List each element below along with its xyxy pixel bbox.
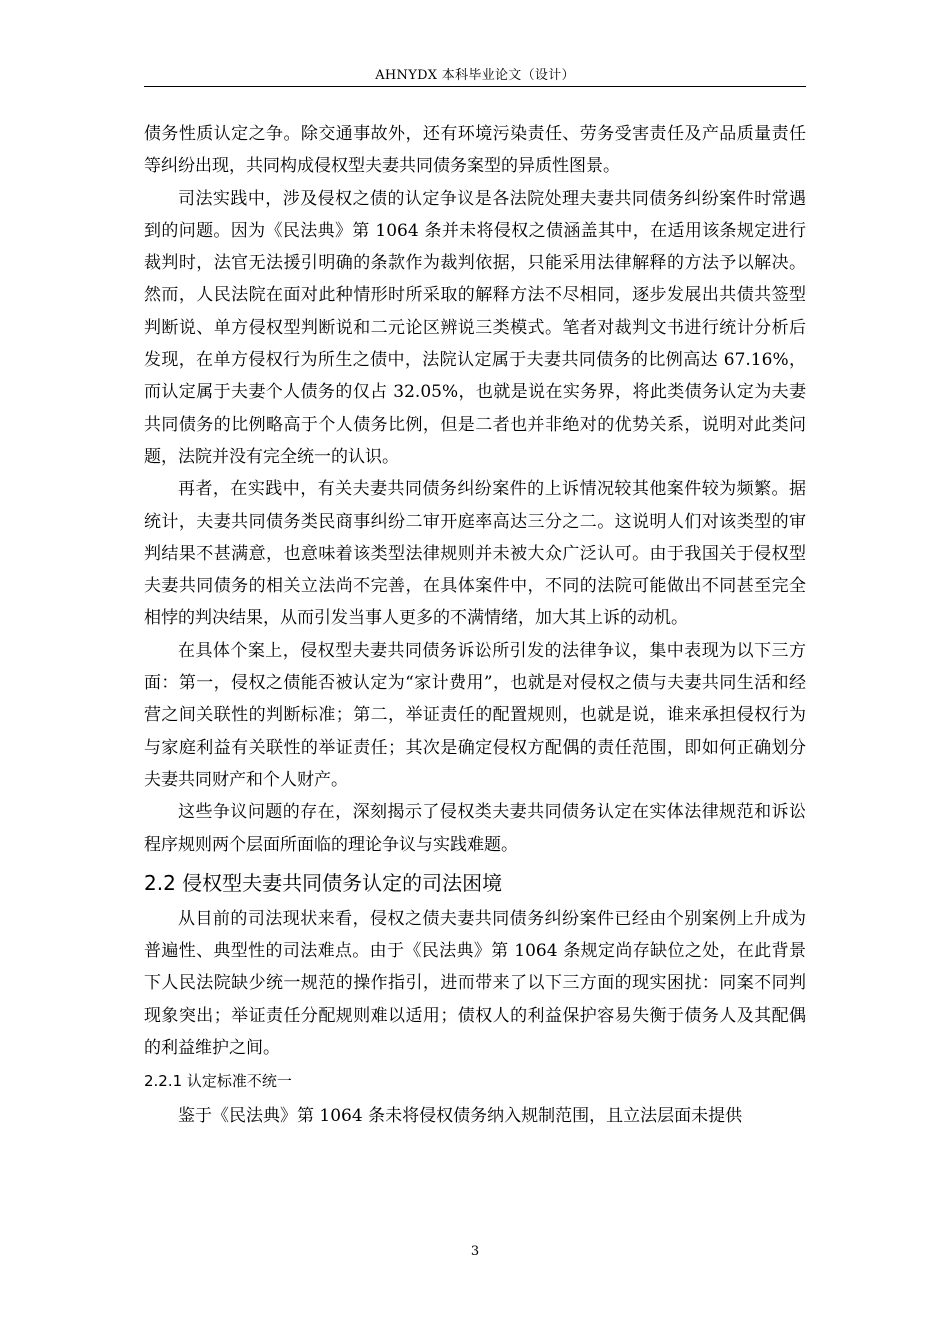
- page-header: AHNYDX 本科毕业论文（设计）: [375, 68, 575, 83]
- header-rule: [144, 86, 806, 87]
- paragraph-section-2-2: 从目前的司法现状来看，侵权之债夫妻共同债务纠纷案件已经由个别案例上升成为普遍性、典型性的司法难点。由于《民法典》第 1064 条规定尚存缺位之处，在此背景下人民法院缺少统一规范的操作指引，进而带来了以下三方面的现实困扰：同案不同判现象突出；举证责任分配规则难以适用；债权人的利益保护容易失衡于债务人及其配偶的利益维护之间。: [144, 908, 806, 1059]
- document-body: [144, 118, 806, 1133]
- paragraph-judicial-practice: 司法实践中，涉及侵权之债的认定争议是各法院处理夫妻共同债务纠纷案件时常遇到的问题。因为《民法典》第 1064 条并未将侵权之债涵盖其中，在适用该条规定进行裁判时，法官无法援引明确的条款作为裁判依据，只能采用法律解释的方法予以解决。然而，人民法院在面对此种情形时所采取的解释方法不尽相同，逐步发展出共债共签型判断说、单方侵权型判断说和二元论区辨说三类模式。笔者对裁判文书进行统计分析后发现，在单方侵权行为所生之债中，法院认定属于夫妻共同债务的比例高达 67.16%，而认定属于夫妻个人债务的仅占 32.05%，也就是说在实务界，将此类债务认定为夫妻共同债务的比例略高于个人债务比例，但是二者也并非绝对的优势关系，说明对此类问题，法院并没有完全统一的认识。: [144, 188, 806, 467]
- paragraph-continued: 债务性质认定之争。除交通事故外，还有环境污染责任、劳务受害责任及产品质量责任等纠纷出现，共同构成侵权型夫妻共同债务案型的异质性图景。: [144, 124, 806, 177]
- paragraph-legal-disputes: 在具体个案上，侵权型夫妻共同债务诉讼所引发的法律争议，集中表现为以下三方面：第一，侵权之债能否被认定为“家计费用”，也就是对侵权之债与夫妻共同生活和经营之间关联性的判断标准；第二，举证责任的配置规则，也就是说，谁来承担侵权行为与家庭利益有关联性的举证责任；其次是确定侵权方配偶的责任范围，即如何正确划分夫妻共同财产和个人财产。: [144, 640, 806, 790]
- paragraph-section-2-2-1: 鉴于《民法典》第 1064 条未将侵权债务纳入规制范围，且立法层面未提供: [178, 1106, 743, 1127]
- paragraph-appeals: 再者，在实践中，有关夫妻共同债务纠纷案件的上诉情况较其他案件较为频繁。据统计，夫妻共同债务类民商事纠纷二审开庭率高达三分之二。这说明人们对该类型的审判结果不甚满意，也意味着该类型法律规则并未被大众广泛认可。由于我国关于侵权型夫妻共同债务的相关立法尚不完善，在具体案件中，不同的法院可能做出不同甚至完全相悖的判决结果，从而引发当事人更多的不满情绪，加大其上诉的动机。: [144, 479, 806, 629]
- page-number: 3: [470, 1244, 480, 1259]
- paragraph-summary: 这些争议问题的存在，深刻揭示了侵权类夫妻共同债务认定在实体法律规范和诉讼程序规则两个层面所面临的理论争议与实践难题。: [144, 802, 806, 855]
- section-heading-2-2: 2.2 侵权型夫妻共同债务认定的司法困境: [144, 870, 503, 895]
- section-heading-2-2-1: 2.2.1 认定标准不统一: [144, 1072, 292, 1091]
